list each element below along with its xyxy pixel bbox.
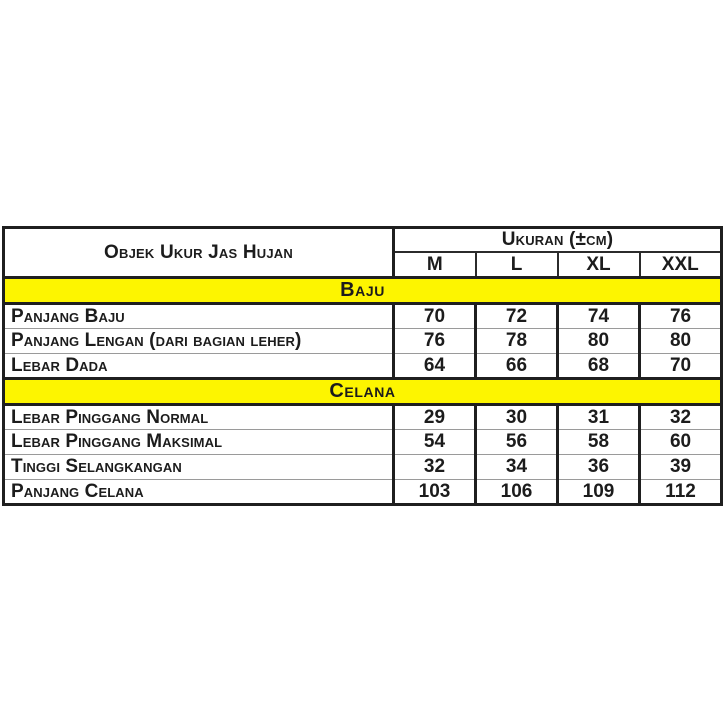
- section-band-baju: Baju: [4, 278, 722, 304]
- value-cell: 72: [476, 304, 558, 329]
- value-cell: 60: [640, 430, 722, 455]
- row-label-lebar-pinggang-normal: Lebar Pinggang Normal: [4, 405, 394, 430]
- row-label-tinggi-selangkangan: Tinggi Selangkangan: [4, 455, 394, 480]
- size-column-xl: XL: [558, 252, 640, 278]
- size-column-m: M: [426, 253, 443, 275]
- value-cell: 70: [640, 354, 722, 379]
- value-cell: 34: [476, 455, 558, 480]
- value-cell: 36: [558, 455, 640, 480]
- value-cell: 78: [476, 329, 558, 354]
- size-column-l: L: [476, 252, 558, 278]
- value-cell: 80: [558, 329, 640, 354]
- table-row: [4, 455, 722, 480]
- value-cell: 32: [394, 455, 476, 480]
- value-cell: 66: [476, 354, 558, 379]
- value-cell: 56: [476, 430, 558, 455]
- table-row: [4, 354, 722, 379]
- value-cell: 31: [558, 405, 640, 430]
- value-cell: 64: [394, 354, 476, 379]
- table-row: [4, 304, 722, 329]
- value-cell: 54: [394, 430, 476, 455]
- header-row-unit: [4, 228, 722, 253]
- section-band-celana: Celana: [4, 379, 722, 405]
- section-band-row-celana: [4, 379, 722, 405]
- table-row: [4, 405, 722, 430]
- value-cell: 70: [394, 304, 476, 329]
- row-label-panjang-lengan: Panjang Lengan (dari bagian leher): [4, 329, 394, 354]
- value-cell: 106: [476, 480, 558, 505]
- value-cell: 29: [394, 405, 476, 430]
- value-cell: 76: [394, 329, 476, 354]
- value-cell: 58: [558, 430, 640, 455]
- unit-header: Ukuran (±cm): [394, 228, 722, 253]
- value-cell: 32: [640, 405, 722, 430]
- table-row: [4, 329, 722, 354]
- section-band-row-baju: [4, 278, 722, 304]
- value-cell: 80: [640, 329, 722, 354]
- row-label-panjang-celana: Panjang Celana: [4, 480, 394, 505]
- value-cell: 112: [640, 480, 722, 505]
- value-cell: 74: [558, 304, 640, 329]
- value-cell: 76: [640, 304, 722, 329]
- row-label-panjang-baju: Panjang Baju: [4, 304, 394, 329]
- table-row: [4, 430, 722, 455]
- value-cell: 30: [476, 405, 558, 430]
- size-chart-table: [2, 226, 723, 506]
- value-cell: 103: [394, 480, 476, 505]
- table-row: [4, 480, 722, 505]
- value-cell: 39: [640, 455, 722, 480]
- row-label-lebar-dada: Lebar Dada: [4, 354, 394, 379]
- value-cell: 109: [558, 480, 640, 505]
- value-cell: 68: [558, 354, 640, 379]
- row-label-lebar-pinggang-maksimal: Lebar Pinggang Maksimal: [4, 430, 394, 455]
- size-column-xxl: XXL: [640, 252, 722, 278]
- corner-header: Objek Ukur Jas Hujan: [4, 228, 394, 278]
